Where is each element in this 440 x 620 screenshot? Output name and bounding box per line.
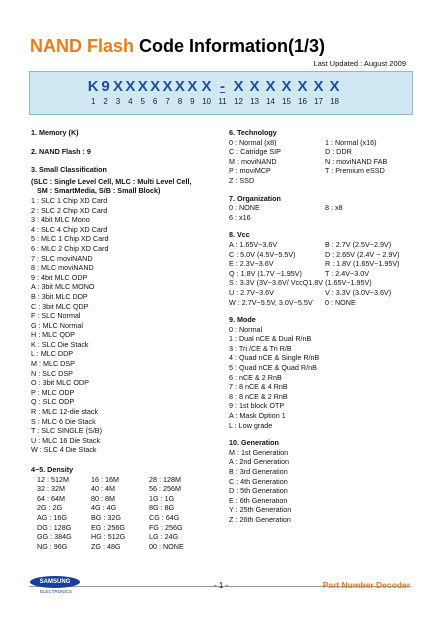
mode-list <box>229 325 414 431</box>
technology-cell: 1 : Normal (x16) <box>325 137 377 147</box>
vcc-cell: U : 2.7V~3.6V <box>229 287 274 297</box>
code-position: 7 <box>165 97 170 106</box>
code-char: 9 <box>101 78 110 95</box>
vcc-row <box>229 288 414 298</box>
classification-item: A : 3bit MLC MONO <box>31 282 95 292</box>
classification-item: K : SLC Die Stack <box>31 339 89 349</box>
right-column <box>229 128 414 525</box>
classification-item: 5 : MLC 1 Chip XD Card <box>31 234 109 244</box>
generation-item: E : 6th Generation <box>229 495 288 505</box>
section-nand-flash: 2. NAND Flash : 9 <box>31 146 91 156</box>
code-position: 5 <box>140 97 145 106</box>
density-cell: HG : 512G <box>91 532 126 542</box>
density-table <box>31 475 216 552</box>
classification-item: W : SLC 4 Die Stack <box>31 445 97 455</box>
classification-item: F : SLC Normal <box>31 311 81 321</box>
vcc-cell: C : 5.0V (4.5V~5.5V) <box>229 249 296 259</box>
mode-item: A : Mask Option 1 <box>229 411 286 421</box>
classification-item: P : MLC ODP <box>31 387 75 397</box>
classification-item: 9 : 4bit MLC ODP <box>31 272 88 282</box>
section-density: 4~5. Density <box>31 465 74 474</box>
classification-item: R : MLC 12-die stack <box>31 407 99 417</box>
vcc-row <box>229 240 414 250</box>
code-position: 18 <box>330 97 339 106</box>
generation-item: Z : 26th Generation <box>229 514 291 524</box>
density-cell: ZG : 48G <box>91 541 121 551</box>
code-box <box>29 71 413 115</box>
code-char: X <box>187 78 198 95</box>
technology-table <box>229 138 414 186</box>
classification-item: L : MLC DDP <box>31 349 74 359</box>
section-memory: 1. Memory (K) <box>31 128 79 137</box>
mode-item: 4 : Quad nCE & Single R/nB <box>229 353 320 363</box>
code-char: X <box>112 78 123 95</box>
classification-item: G : MLC Normal <box>31 320 83 330</box>
vcc-cell: Q : 1.8V (1.7V ~1.95V) <box>229 268 302 278</box>
organization-table <box>229 203 414 222</box>
code-char: X <box>125 78 136 95</box>
code-position: 12 <box>234 97 243 106</box>
generation-item: C : 4th Generation <box>229 476 288 486</box>
code-char: X <box>174 78 185 95</box>
mode-item: 3 : Tri /CE & Tri R/B <box>229 343 292 353</box>
code-char: X <box>162 78 173 95</box>
code-position: 3 <box>115 97 121 106</box>
technology-cell: C : Catridge SIP <box>229 147 281 157</box>
generation-item: M : 1st Generation <box>229 447 289 457</box>
density-cell: 00 : NONE <box>149 541 184 551</box>
code-position: 16 <box>298 97 307 106</box>
code-char: X <box>201 78 212 95</box>
classification-item: 8 : MLC moviNAND <box>31 263 94 273</box>
classification-item: Q : SLC ODP <box>31 397 75 407</box>
classification-item: 2 : SLC 2 Chip XD Card <box>31 205 108 215</box>
density-cell: FG : 256G <box>149 522 183 532</box>
classification-item: O : 3bit MLC ODP <box>31 378 89 388</box>
classification-item: C : 3bit MLC QDP <box>31 301 89 311</box>
mode-item: 9 : 1st block OTP <box>229 401 285 411</box>
code-position: 11 <box>218 97 227 106</box>
organization-cell: 8 : x8 <box>325 203 343 213</box>
code-position: 4 <box>128 97 133 106</box>
code-char: X <box>249 78 260 95</box>
technology-cell: M : moviNAND <box>229 156 277 166</box>
organization-cell: 0 : NONE <box>229 203 260 213</box>
vcc-cell: R : 1.8V (1.65V~1.95V) <box>325 259 400 269</box>
vcc-table <box>229 240 414 307</box>
density-cell: 56 : 256M <box>149 484 181 494</box>
classification-item: T : SLC SINGLE (S/B) <box>31 426 102 436</box>
code-position: 8 <box>177 97 183 106</box>
classification-item: 1 : SLC 1 Chip XD Card <box>31 195 108 205</box>
density-cell: 64 : 64M <box>37 493 65 503</box>
density-cell: NG : 96G <box>37 541 68 551</box>
density-cell: 40 : 4M <box>91 484 115 494</box>
classification-item: M : MLC DSP <box>31 359 75 369</box>
document-name: Part Number Decoder <box>322 580 410 590</box>
code-position: 2 <box>103 97 108 106</box>
code-char: X <box>329 78 340 95</box>
last-updated: Last Updated : August 2009 <box>313 59 406 68</box>
technology-cell: P : moviMCP <box>229 166 271 176</box>
density-cell: 12 : 512M <box>37 474 69 484</box>
classification-item: 4 : SLC 4 Chip XD Card <box>31 224 108 234</box>
code-position: 17 <box>314 97 323 106</box>
mode-item: 6 : nCE & 2 RnB <box>229 372 282 382</box>
mode-item: 1 : Dual nCE & Dual R/nB <box>229 334 312 344</box>
generation-item: Y : 25th Generation <box>229 505 292 515</box>
vcc-cell: W : 2.7V~5.5V, 3.0V~5.5V <box>229 297 313 307</box>
vcc-cell: 0 : NONE <box>325 297 356 307</box>
vcc-cell: A : 1.65V~3.6V <box>229 239 278 249</box>
organization-cell: 6 : x16 <box>229 212 251 222</box>
density-cell: GG : 384G <box>37 532 72 542</box>
code-position: 13 <box>250 97 259 106</box>
vcc-cell: T : 2.4V~3.0V <box>325 268 370 278</box>
density-cell: 28 : 128M <box>149 474 181 484</box>
code-char: X <box>265 78 276 95</box>
organization-cell <box>325 213 405 223</box>
mode-item: 5 : Quad nCE & Quad R/nB <box>229 363 317 373</box>
vcc-cell: V : 3.3V (3.0V~3.6V) <box>325 287 392 297</box>
classification-note-2: SM : SmartMedia, S/B : Small Block) <box>37 186 161 196</box>
density-cell: CG : 64G <box>149 512 180 522</box>
section-small-classification: 3. Small Classification <box>31 165 107 175</box>
title-black: Code Information(1/3) <box>139 36 326 56</box>
vcc-row <box>229 269 414 279</box>
code-characters <box>87 78 343 95</box>
section-vcc: 8. Vcc <box>229 230 250 240</box>
mode-item: 7 : 8 nCE & 4 RnB <box>229 382 288 392</box>
classification-item: B : 3bit MLC DDP <box>31 291 88 301</box>
samsung-logo-sub: ELECTRONICS <box>40 589 73 594</box>
code-position: 6 <box>152 97 158 106</box>
section-technology: 6. Technology <box>229 128 277 137</box>
technology-cell <box>325 176 405 186</box>
density-cell: BG : 32G <box>91 512 121 522</box>
code-char: X <box>150 78 161 95</box>
classification-item: S : MLC 6 Die Stack <box>31 416 96 426</box>
classification-item: 3 : 4bit MLC Mono <box>31 215 90 225</box>
vcc-cell: D : 2.65V (2.4V ~ 2.9V) <box>325 249 400 259</box>
generation-item: A : 2nd Generation <box>229 457 289 467</box>
density-cell: DG : 128G <box>37 522 72 532</box>
classification-list <box>31 196 216 455</box>
vcc-row <box>229 259 414 269</box>
density-cell: 2G : 2G <box>37 503 63 513</box>
classification-note-1: (SLC : Single Level Cell, MLC : Multi Level Cell, <box>31 176 192 186</box>
section-organization: 7. Organization <box>229 193 281 203</box>
code-char: - <box>220 78 226 95</box>
density-cell: 4G : 4G <box>91 503 117 513</box>
vcc-row <box>229 250 414 260</box>
code-char: X <box>281 78 292 95</box>
mode-item: 8 : 8 nCE & 2 RnB <box>229 391 288 401</box>
page-title <box>30 36 325 57</box>
vcc-cell: S : 3.3V (3V~3.6V/ VccQ1.8V (1.65V~1.95V) <box>229 278 372 288</box>
code-position: 10 <box>202 97 211 106</box>
code-char: X <box>137 78 148 95</box>
technology-cell: D : DDR <box>325 147 352 157</box>
density-cell: 32 : 32M <box>37 484 65 494</box>
density-cell: 1G : 1G <box>149 493 175 503</box>
generation-item: B : 3rd Generation <box>229 467 288 476</box>
title-orange: NAND Flash <box>30 36 135 56</box>
vcc-cell: E : 2.3V~3.6V <box>229 259 274 269</box>
density-cell: 8G : 8G <box>149 503 175 513</box>
classification-item: 6 : MLC 2 Chip XD Card <box>31 243 109 253</box>
technology-cell: Z : SSD <box>229 175 255 185</box>
vcc-row <box>229 278 414 288</box>
technology-cell: N : moviNAND FAB <box>325 156 388 166</box>
mode-item: L : Low grade <box>229 420 273 430</box>
code-position: 1 <box>90 97 96 106</box>
technology-cell: 0 : Normal (x8) <box>229 137 277 147</box>
technology-cell: T : Premium eSSD <box>325 166 385 176</box>
classification-item: N : SLC DSP <box>31 368 73 378</box>
density-cell: 16 : 16M <box>91 474 119 484</box>
code-position: 9 <box>190 97 195 106</box>
code-char: X <box>233 78 244 95</box>
code-positions <box>87 97 343 106</box>
generation-list <box>229 448 414 525</box>
left-column <box>31 128 216 551</box>
code-char: X <box>297 78 308 95</box>
code-position: 15 <box>282 97 291 106</box>
section-generation: 10. Generation <box>229 438 279 448</box>
classification-item: 7 : SLC moviNAND <box>31 253 93 263</box>
code-char: X <box>313 78 324 95</box>
classification-item: U : MLC 16 Die Stack <box>31 435 101 445</box>
vcc-cell: B : 2.7V (2.5V~2.9V) <box>325 239 392 249</box>
vcc-row <box>229 298 414 308</box>
code-position: 14 <box>266 97 275 106</box>
density-cell: EG : 256G <box>91 522 125 532</box>
generation-item: D : 5th Generation <box>229 486 288 496</box>
section-mode: 9. Mode <box>229 315 256 325</box>
density-cell: LG : 24G <box>149 532 179 542</box>
density-cell: 80 : 8M <box>91 493 115 503</box>
classification-item: H : MLC QDP <box>31 330 75 340</box>
code-char: K <box>87 78 99 95</box>
density-cell: AG : 16G <box>37 512 67 522</box>
page-number: - 1 - <box>214 581 229 590</box>
samsung-logo: SAMSUNG <box>30 576 80 588</box>
mode-item: 0 : Normal <box>229 324 263 334</box>
